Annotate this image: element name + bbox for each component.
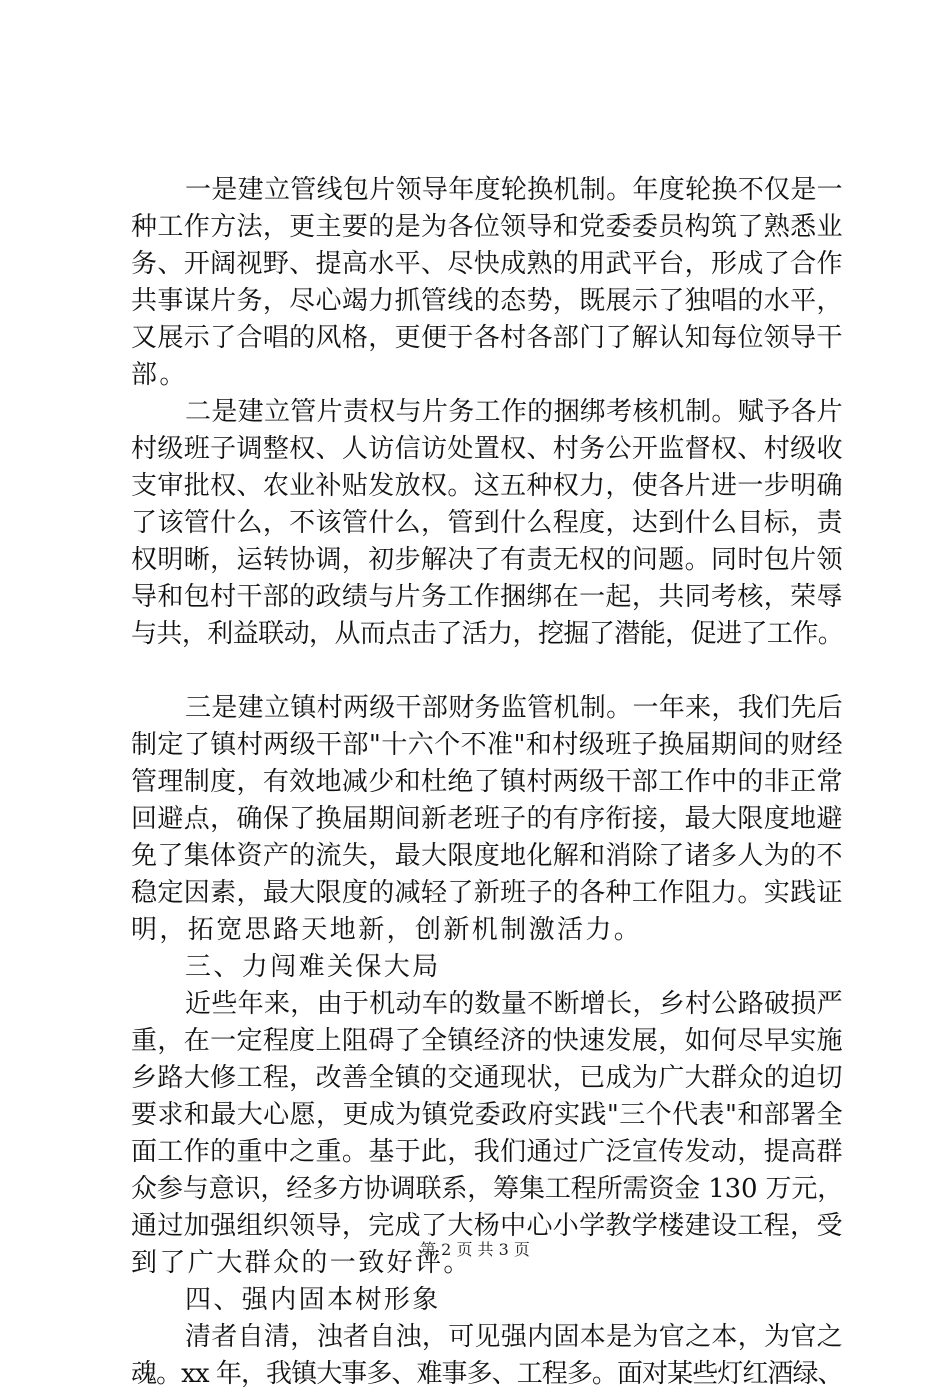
section-heading-3 (131, 949, 843, 986)
text-line: 与共，利益联动，从而点击了活力，挖掘了潜能，促进了工作。 (131, 619, 844, 649)
paragraph-2 (131, 394, 843, 653)
text-line: 明，拓宽思路天地新，创新机制激活力。 (131, 915, 643, 945)
paragraph-5 (131, 1319, 843, 1393)
text-line: 管理制度，有效地减少和杜绝了镇村两级干部工作中的非正常 (131, 767, 843, 797)
text-line: 支审批权、农业补贴发放权。这五种权力，使各片进一步明确 (131, 471, 843, 501)
text-line: 一是建立管线包片领导年度轮换机制。年度轮换不仅是一 (185, 175, 844, 205)
text-line: 清者自清，浊者自浊，可见强内固本是为官之本，为官之 (185, 1322, 844, 1352)
text-line: 要求和最大心愿，更成为镇党委政府实践"三个代表"和部署全 (131, 1100, 844, 1130)
text-line: 部。 (131, 360, 188, 390)
paragraph-1 (131, 172, 843, 394)
text-line: 又展示了合唱的风格，更便于各村各部门了解认知每位领导干 (131, 323, 843, 353)
text-line: 魂。xx 年，我镇大事多、难事多、工程多。面对某些灯红酒绿、 (131, 1359, 843, 1389)
text-line: 面工作的重中之重。基于此，我们通过广泛宣传发动，提高群 (131, 1137, 843, 1167)
paragraph-3 (131, 690, 843, 949)
text-line: 通过加强组织领导，完成了大杨中心小学教学楼建设工程，受 (131, 1211, 843, 1241)
text-line: 二是建立管片责权与片务工作的捆绑考核机制。赋予各片 (185, 397, 844, 427)
text-line: 近些年来，由于机动车的数量不断增长，乡村公路破损严 (185, 989, 844, 1019)
text-line: 到了广大群众的一致好评。 (131, 1248, 472, 1278)
document-body (131, 172, 843, 1393)
text-line: 三是建立镇村两级干部财务监管机制。一年来，我们先后 (185, 693, 844, 723)
text-line: 众参与意识，经多方协调联系，筹集工程所需资金 130 万元， (131, 1174, 844, 1204)
text-line: 导和包村干部的政绩与片务工作捆绑在一起，共同考核，荣辱 (131, 582, 843, 612)
text-line: 回避点，确保了换届期间新老班子的有序衔接，最大限度地避 (131, 804, 843, 834)
text-line: 重，在一定程度上阻碍了全镇经济的快速发展，如何尽早实施 (131, 1026, 843, 1056)
text-line: 村级班子调整权、人访信访处置权、村务公开监督权、村级收 (131, 434, 843, 464)
paragraph-4 (131, 986, 843, 1282)
text-line: 务、开阔视野、提高水平、尽快成熟的用武平台，形成了合作 (131, 249, 843, 279)
section-heading-4 (131, 1282, 843, 1319)
text-line: 稳定因素，最大限度的减轻了新班子的各种工作阻力。实践证 (131, 878, 843, 908)
text-line: 权明晰，运转协调，初步解决了有责无权的问题。同时包片领 (131, 545, 843, 575)
text-line: 制定了镇村两级干部"十六个不准"和村级班子换届期间的财经 (131, 730, 844, 760)
page-number-footer: 第 2 页 共 3 页 (420, 1240, 530, 1259)
section-heading: 四、强内固本树形象 (185, 1285, 441, 1315)
text-line: 免了集体资产的流失，最大限度地化解和消除了诸多人为的不 (131, 841, 843, 871)
text-line: 了该管什么，不该管什么，管到什么程度，达到什么目标，责 (131, 508, 843, 538)
text-line: 乡路大修工程，改善全镇的交通现状，已成为广大群众的迫切 (131, 1063, 843, 1093)
text-line: 种工作方法，更主要的是为各位领导和党委委员构筑了熟悉业 (131, 212, 843, 242)
text-line: 共事谋片务，尽心竭力抓管线的态势，既展示了独唱的水平， (131, 286, 843, 316)
section-heading: 三、力闯难关保大局 (185, 952, 441, 982)
